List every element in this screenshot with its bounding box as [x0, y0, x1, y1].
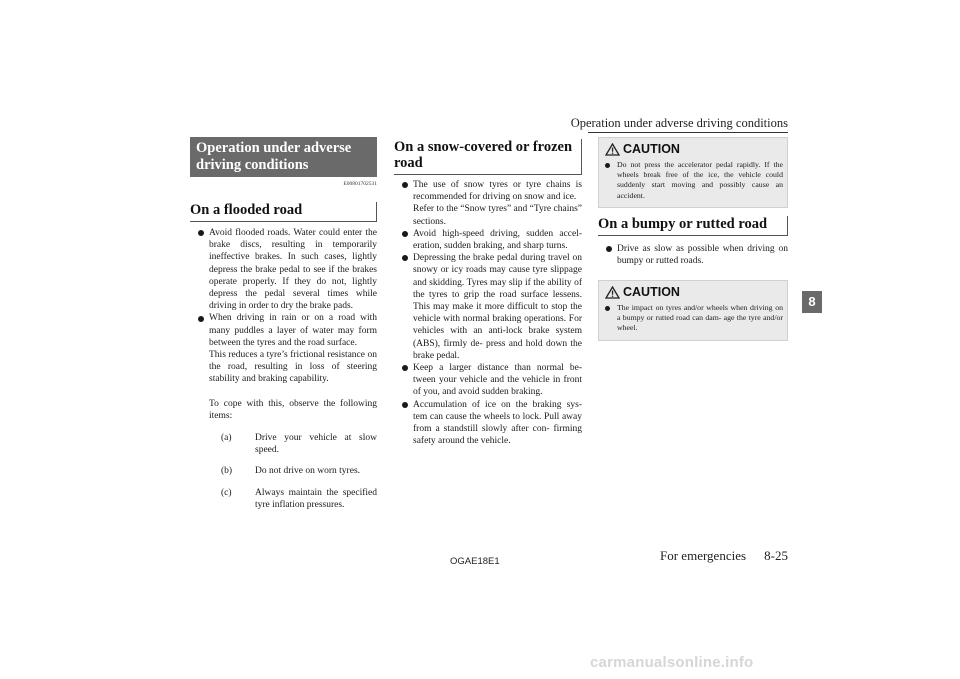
footer-code: OGAE18E1: [450, 556, 500, 567]
caution-header: [605, 142, 783, 156]
list-item-text: Do not drive on worn tyres.: [255, 466, 361, 477]
list-item-text: Drive your vehicle at slow speed.: [255, 433, 377, 456]
caution-box-ice: [598, 137, 788, 208]
bumpy-bullet-1: Drive as slow as possible when driving on bumpy or rutted roads.: [606, 243, 788, 267]
list-item: [209, 465, 377, 477]
flooded-road-body: [198, 227, 377, 511]
list-item: [209, 432, 377, 456]
section-title-bumpy: On a bumpy or rutted road: [598, 216, 788, 236]
page-number: 8-25: [764, 548, 788, 563]
warning-triangle-icon: [605, 143, 620, 156]
caution-bullet: Do not press the accelerator pedal rapidly. If the wheels break free of the ice, the vehicle could suddenly start moving and possibly cause an accident.: [605, 160, 783, 201]
reference-code: E00801702531: [343, 181, 377, 187]
caution-box-bumpy: [598, 280, 788, 341]
running-header: Operation under adverse driving conditions: [570, 116, 788, 130]
flooded-bullet-2-para-a: When driving in rain or on a road with many puddles a layer of water may form between the tyres and the road surface.: [209, 313, 377, 348]
snow-bullet-3: Depressing the brake pedal during travel on snowy or icy roads may cause tyre slippage and skidding. Tyres may slip if the ability of the tyres to grip the road surface lessens. This may make it more difficult to stop the vehicle with normal braking operations. For vehicles with an anti-lock brake system (ABS), firmly de- press and hold down the brake pedal.: [402, 252, 582, 362]
section-title-snow: On a snow-covered or frozen road: [394, 139, 582, 175]
caution-label: CAUTION: [623, 285, 680, 299]
chapter-tab[interactable]: 8: [802, 291, 822, 313]
warning-triangle-icon: [605, 286, 620, 299]
footer-section: For emergencies: [660, 548, 747, 563]
snow-bullet-5: Accumulation of ice on the braking sys- tem can cause the wheels to lock. Pull away from a standstill slowly after con- firming safety around the vehicle.: [402, 399, 582, 448]
caution-bullet: The impact on tyres and/or wheels when driving on a bumpy or rutted road can dam- age the tyre and/or wheel.: [605, 303, 783, 334]
caution-body: [605, 160, 783, 201]
flooded-bullet-2-para-c: To cope with this, observe the following items:: [209, 398, 377, 421]
caution-label: CAUTION: [623, 142, 680, 156]
snow-bullet-1-para-b: Refer to the “Snow tyres” and “Tyre chains” sections.: [413, 204, 582, 227]
list-item-label: (c): [221, 487, 232, 498]
header-rule: [588, 132, 788, 133]
list-item: [209, 487, 377, 511]
list-item-text: Always maintain the specified tyre inflation pressures.: [255, 487, 377, 510]
snow-bullet-4: Keep a larger distance than normal be- tween your vehicle and the vehicle in front of you, and avoid sudden braking.: [402, 362, 582, 399]
snow-bullet-2: Avoid high-speed driving, sudden accel- eration, sudden braking, and sharp turns.: [402, 228, 582, 252]
flooded-bullet-1: Avoid flooded roads. Water could enter the brake discs, resulting in temporarily ineffective brakes. In such cases, lightly depress the brake pedal to see if the brakes operate properly. If they do not, lightly depress the pedal several times while driving in order to dry the brake pads.: [198, 227, 377, 312]
bumpy-road-body: [606, 243, 788, 267]
watermark: carmanualsonline.info: [590, 654, 754, 671]
snow-bullet-1: [402, 179, 582, 228]
chapter-title: Operation under adverse driving conditions: [190, 137, 377, 177]
section-title-flooded: On a flooded road: [190, 202, 377, 222]
list-item-label: (a): [221, 433, 232, 444]
snow-road-body: [402, 179, 582, 447]
flooded-bullet-2: [198, 312, 377, 511]
flooded-bullet-2-para-b: This reduces a tyre’s frictional resistance on the road, resulting in loss of steering stability and braking capability.: [209, 350, 377, 385]
list-item-label: (b): [221, 466, 233, 477]
caution-body: [605, 303, 783, 334]
caution-header: [605, 285, 783, 299]
snow-bullet-1-para-a: The use of snow tyres or tyre chains is recommended for driving on snow and ice.: [413, 180, 582, 203]
